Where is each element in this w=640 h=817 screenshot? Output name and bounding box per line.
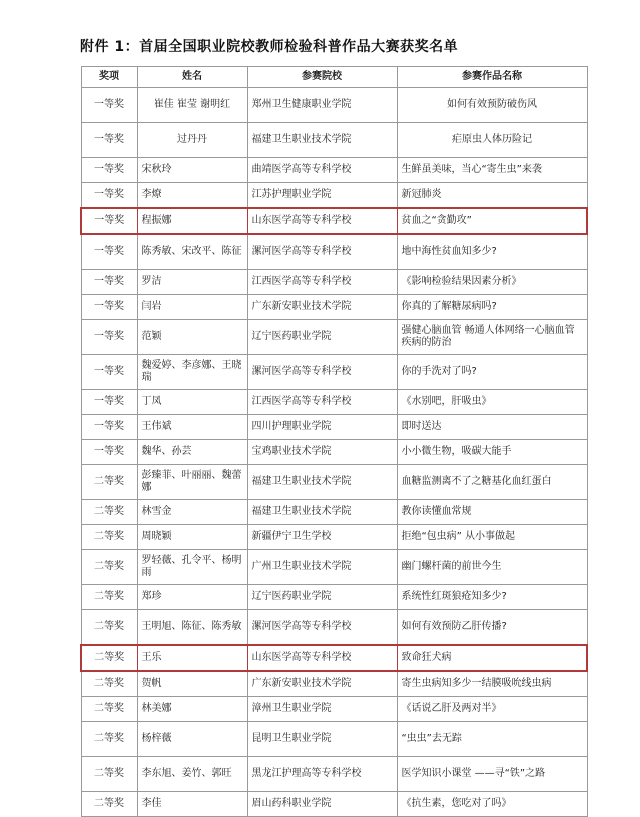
table-row-highlighted xyxy=(81,645,587,671)
name-cell: 林雪金 xyxy=(137,500,247,525)
work-cell: 你真的了解糖尿病吗? xyxy=(397,295,587,320)
school-cell: 新疆伊宁卫生学校 xyxy=(247,525,397,550)
name-cell: 彭臻菲、叶丽丽、魏蕾娜 xyxy=(137,465,247,500)
award-cell: 二等奖 xyxy=(81,525,137,550)
school-cell: 山东医学高等专科学校 xyxy=(247,208,397,234)
award-cell: 二等奖 xyxy=(81,697,137,722)
table-row xyxy=(81,585,587,610)
work-cell: 你的手洗对了吗? xyxy=(397,355,587,390)
school-cell: 福建卫生职业技术学院 xyxy=(247,123,397,158)
award-cell: 一等奖 xyxy=(81,158,137,183)
award-cell: 二等奖 xyxy=(81,722,137,757)
school-cell: 福建卫生职业技术学院 xyxy=(247,500,397,525)
table-row xyxy=(81,234,587,270)
work-cell: 血糖监测离不了之糖基化血红蛋白 xyxy=(397,465,587,500)
school-cell: 曲靖医学高等专科学校 xyxy=(247,158,397,183)
table-row xyxy=(81,295,587,320)
work-cell: 《水别吧，肝吸虫》 xyxy=(397,390,587,415)
table-row xyxy=(81,440,587,465)
name-cell: 郑珍 xyxy=(137,585,247,610)
header-name: 姓名 xyxy=(137,67,247,88)
name-cell: 范颖 xyxy=(137,320,247,355)
school-cell: 漳州卫生职业学院 xyxy=(247,697,397,722)
award-cell: 一等奖 xyxy=(81,208,137,234)
award-cell: 二等奖 xyxy=(81,465,137,500)
name-cell: 罗轻薇、孔令平、杨明雨 xyxy=(137,550,247,585)
work-cell: 强健心脑血管 畅通人体网络一心脑血管疾病的防治 xyxy=(397,320,587,355)
table-row xyxy=(81,550,587,585)
work-cell: 幽门螺杆菌的前世今生 xyxy=(397,550,587,585)
name-cell: 宋秋玲 xyxy=(137,158,247,183)
name-cell: 陈秀敏、宋改平、陈征 xyxy=(137,234,247,270)
award-cell: 一等奖 xyxy=(81,390,137,415)
work-cell: 地中海性贫血知多少? xyxy=(397,234,587,270)
work-cell: 贫血之“贪勤攻” xyxy=(397,208,587,234)
work-cell: 即时送达 xyxy=(397,415,587,440)
award-cell: 二等奖 xyxy=(81,792,137,817)
work-cell: 如何有效预防破伤风 xyxy=(397,88,587,123)
work-cell: 寄生虫病知多少一结膜吸吮线虫病 xyxy=(397,671,587,697)
name-cell: 李东旭、姜竹、郭旺 xyxy=(137,757,247,792)
work-cell: 小小微生物，吸碳大能手 xyxy=(397,440,587,465)
table-row xyxy=(81,158,587,183)
school-cell: 漯河医学高等专科学校 xyxy=(247,234,397,270)
table-header-row xyxy=(81,67,587,88)
table-row xyxy=(81,320,587,355)
table-body xyxy=(81,88,587,817)
name-cell: 李燎 xyxy=(137,183,247,209)
name-cell: 闫岩 xyxy=(137,295,247,320)
table-row xyxy=(81,671,587,697)
table-row xyxy=(81,390,587,415)
award-cell: 一等奖 xyxy=(81,183,137,209)
work-cell: 生鲜虽美味，当心“寄生虫”来袭 xyxy=(397,158,587,183)
name-cell: 魏华、孙芸 xyxy=(137,440,247,465)
school-cell: 漯河医学高等专科学校 xyxy=(247,355,397,390)
school-cell: 福建卫生职业技术学院 xyxy=(247,465,397,500)
school-cell: 黑龙江护理高等专科学校 xyxy=(247,757,397,792)
name-cell: 杨梓薇 xyxy=(137,722,247,757)
table-row xyxy=(81,610,587,646)
award-cell: 二等奖 xyxy=(81,671,137,697)
table-row xyxy=(81,465,587,500)
award-cell: 二等奖 xyxy=(81,585,137,610)
school-cell: 广东新安职业技术学院 xyxy=(247,671,397,697)
name-cell: 李佳 xyxy=(137,792,247,817)
award-cell: 一等奖 xyxy=(81,88,137,123)
school-cell: 广州卫生职业技术学院 xyxy=(247,550,397,585)
work-cell: 致命狂犬病 xyxy=(397,645,587,671)
work-cell: 《抗生素，您吃对了吗》 xyxy=(397,792,587,817)
work-cell: 《话说乙肝及两对半》 xyxy=(397,697,587,722)
school-cell: 江西医学高等专科学校 xyxy=(247,390,397,415)
award-cell: 一等奖 xyxy=(81,234,137,270)
table-row xyxy=(81,123,587,158)
header-award: 奖项 xyxy=(81,67,137,88)
award-cell: 二等奖 xyxy=(81,550,137,585)
table-row xyxy=(81,355,587,390)
work-cell: 如何有效预防乙肝传播? xyxy=(397,610,587,646)
work-cell: 《影响检验结果因素分析》 xyxy=(397,270,587,295)
award-cell: 一等奖 xyxy=(81,355,137,390)
table-row xyxy=(81,722,587,757)
work-cell: “虫虫”去无踪 xyxy=(397,722,587,757)
name-cell: 丁凤 xyxy=(137,390,247,415)
award-cell: 二等奖 xyxy=(81,500,137,525)
table-row xyxy=(81,500,587,525)
school-cell: 四川护理职业学院 xyxy=(247,415,397,440)
name-cell: 崔佳 崔莹 谢明红 xyxy=(137,88,247,123)
school-cell: 江西医学高等专科学校 xyxy=(247,270,397,295)
work-cell: 医学知识小课堂 ——寻“铁”之路 xyxy=(397,757,587,792)
award-list-table xyxy=(80,66,588,817)
name-cell: 林美娜 xyxy=(137,697,247,722)
document-title: 附件 1：首届全国职业院校教师检验科普作品大赛获奖名单 xyxy=(80,39,459,55)
table-row xyxy=(81,88,587,123)
name-cell: 王乐 xyxy=(137,645,247,671)
name-cell: 程振娜 xyxy=(137,208,247,234)
school-cell: 漯河医学高等专科学校 xyxy=(247,610,397,646)
award-cell: 二等奖 xyxy=(81,645,137,671)
school-cell: 郑州卫生健康职业学院 xyxy=(247,88,397,123)
school-cell: 广东新安职业技术学院 xyxy=(247,295,397,320)
school-cell: 辽宁医药职业学院 xyxy=(247,585,397,610)
school-cell: 江苏护理职业学院 xyxy=(247,183,397,209)
name-cell: 魏爱婷、李彦娜、王晓瑞 xyxy=(137,355,247,390)
name-cell: 周晓颖 xyxy=(137,525,247,550)
award-cell: 一等奖 xyxy=(81,415,137,440)
work-cell: 疟原虫人体历险记 xyxy=(397,123,587,158)
school-cell: 辽宁医药职业学院 xyxy=(247,320,397,355)
table-row xyxy=(81,792,587,817)
table-row xyxy=(81,183,587,209)
table-row xyxy=(81,270,587,295)
work-cell: 系统性红斑狼疮知多少? xyxy=(397,585,587,610)
award-cell: 一等奖 xyxy=(81,270,137,295)
award-cell: 一等奖 xyxy=(81,295,137,320)
table-row xyxy=(81,525,587,550)
award-cell: 一等奖 xyxy=(81,123,137,158)
award-cell: 二等奖 xyxy=(81,610,137,646)
header-school: 参赛院校 xyxy=(247,67,397,88)
school-cell: 眉山药科职业学院 xyxy=(247,792,397,817)
work-cell: 拒绝“包虫病” 从小事做起 xyxy=(397,525,587,550)
table-row xyxy=(81,415,587,440)
school-cell: 山东医学高等专科学校 xyxy=(247,645,397,671)
award-cell: 二等奖 xyxy=(81,757,137,792)
work-cell: 教你读懂血常规 xyxy=(397,500,587,525)
name-cell: 过丹丹 xyxy=(137,123,247,158)
school-cell: 宝鸡职业技术学院 xyxy=(247,440,397,465)
header-work: 参赛作品名称 xyxy=(397,67,587,88)
name-cell: 王明旭、陈征、陈秀敏 xyxy=(137,610,247,646)
name-cell: 贺帆 xyxy=(137,671,247,697)
table-row-highlighted xyxy=(81,208,587,234)
school-cell: 昆明卫生职业学院 xyxy=(247,722,397,757)
table-row xyxy=(81,757,587,792)
name-cell: 罗洁 xyxy=(137,270,247,295)
award-cell: 一等奖 xyxy=(81,440,137,465)
table-row xyxy=(81,697,587,722)
name-cell: 王伟斌 xyxy=(137,415,247,440)
award-cell: 一等奖 xyxy=(81,320,137,355)
work-cell: 新冠肺炎 xyxy=(397,183,587,209)
